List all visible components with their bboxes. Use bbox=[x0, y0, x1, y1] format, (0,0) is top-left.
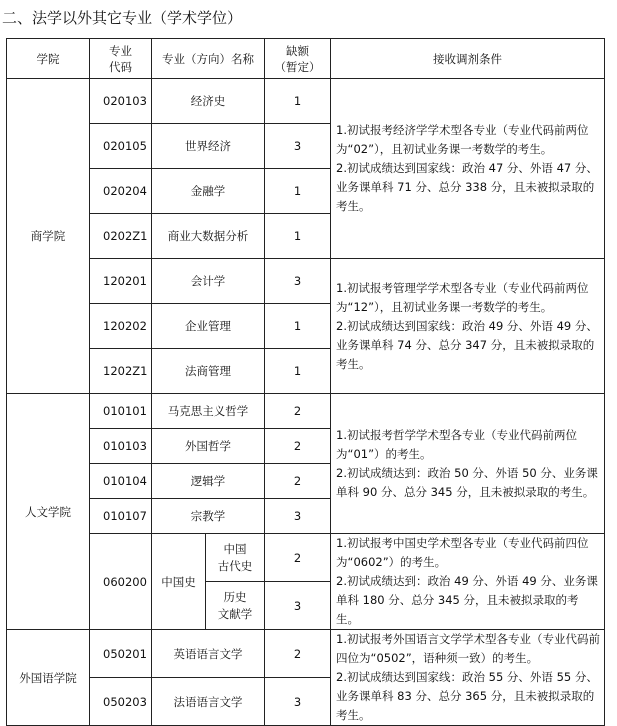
major-cell: 法商管理 bbox=[152, 349, 265, 394]
table-row bbox=[7, 394, 605, 429]
major-cell: 经济史 bbox=[152, 79, 265, 124]
quota-cell: 2 bbox=[265, 630, 331, 678]
major-cell: 中国史 bbox=[152, 534, 206, 630]
code-cell: 120201 bbox=[90, 259, 152, 304]
major-cell: 金融学 bbox=[152, 169, 265, 214]
quota-cell: 1 bbox=[265, 79, 331, 124]
section-heading: 二、法学以外其它专业（学术学位） bbox=[2, 9, 243, 27]
code-cell: 010103 bbox=[90, 429, 152, 464]
major-cell: 宗教学 bbox=[152, 499, 265, 534]
header-conditions: 接收调剂条件 bbox=[331, 39, 605, 79]
major-cell: 世界经济 bbox=[152, 124, 265, 169]
code-cell: 050201 bbox=[90, 630, 152, 678]
code-cell: 010104 bbox=[90, 464, 152, 499]
code-cell: 020204 bbox=[90, 169, 152, 214]
sub-major-cell: 历史 文献学 bbox=[206, 582, 265, 630]
header-row bbox=[7, 39, 605, 79]
code-cell: 120202 bbox=[90, 304, 152, 349]
code-cell: 010107 bbox=[90, 499, 152, 534]
code-cell: 010101 bbox=[90, 394, 152, 429]
quota-cell: 1 bbox=[265, 214, 331, 259]
condition-cell: 1.初试报考中国史学术型各专业（专业代码前四位为“0602”）的考生。 2.初试成绩达到：政治 49 分、外语 49 分、业务课单科 180 分、总分 345 分，且未被拟录取的考生。 bbox=[331, 534, 605, 630]
major-cell: 会计学 bbox=[152, 259, 265, 304]
table-row bbox=[7, 259, 605, 304]
quota-cell: 1 bbox=[265, 349, 331, 394]
header-major: 专业（方向）名称 bbox=[152, 39, 265, 79]
header-college: 学院 bbox=[7, 39, 90, 79]
condition-cell: 1.初试报考外国语言文学学术型各专业（专业代码前四位为“0502”，语种须一致）的考生。 2.初试成绩达到国家线：政治 55 分、外语 55 分、业务课单科 83 分、总分 365 分，且未被拟录取的考生。 bbox=[331, 630, 605, 726]
quota-cell: 3 bbox=[265, 678, 331, 726]
quota-cell: 3 bbox=[265, 259, 331, 304]
header-quota: 缺额 （暂定） bbox=[265, 39, 331, 79]
quota-cell: 2 bbox=[265, 429, 331, 464]
major-cell: 企业管理 bbox=[152, 304, 265, 349]
quota-cell: 2 bbox=[265, 394, 331, 429]
code-cell: 020105 bbox=[90, 124, 152, 169]
college-cell: 人文学院 bbox=[7, 394, 90, 630]
quota-cell: 2 bbox=[265, 464, 331, 499]
quota-cell: 3 bbox=[265, 499, 331, 534]
major-cell: 逻辑学 bbox=[152, 464, 265, 499]
code-cell: 060200 bbox=[90, 534, 152, 630]
code-cell: 020103 bbox=[90, 79, 152, 124]
code-cell: 050203 bbox=[90, 678, 152, 726]
quota-cell: 2 bbox=[265, 534, 331, 582]
condition-cell: 1.初试报考经济学学术型各专业（专业代码前两位为“02”），且初试业务课一考数学的考生。 2.初试成绩达到国家线：政治 47 分、外语 47 分、业务课单科 71 分、总分 338 分，且未被拟录取的考生。 bbox=[331, 79, 605, 259]
quota-cell: 1 bbox=[265, 304, 331, 349]
header-code: 专业 代码 bbox=[90, 39, 152, 79]
major-cell: 英语语言文学 bbox=[152, 630, 265, 678]
table-row bbox=[7, 534, 605, 582]
condition-cell: 1.初试报考哲学学术型各专业（专业代码前两位为“01”）的考生。 2.初试成绩达到：政治 50 分、外语 50 分、业务课单科 90 分、总分 345 分，且未被拟录取的考生。 bbox=[331, 394, 605, 534]
quota-cell: 3 bbox=[265, 124, 331, 169]
table-row bbox=[7, 79, 605, 124]
quota-cell: 3 bbox=[265, 582, 331, 630]
table-row bbox=[7, 630, 605, 678]
college-cell: 外国语学院 bbox=[7, 630, 90, 726]
major-cell: 法语语言文学 bbox=[152, 678, 265, 726]
quota-cell: 1 bbox=[265, 169, 331, 214]
major-cell: 外国哲学 bbox=[152, 429, 265, 464]
major-cell: 商业大数据分析 bbox=[152, 214, 265, 259]
college-cell: 商学院 bbox=[7, 79, 90, 394]
sub-major-cell: 中国 古代史 bbox=[206, 534, 265, 582]
condition-cell: 1.初试报考管理学学术型各专业（专业代码前两位为“12”），且初试业务课一考数学的考生。 2.初试成绩达到国家线：政治 49 分、外语 49 分、业务课单科 74 分、总分 347 分，且未被拟录取的考生。 bbox=[331, 259, 605, 394]
code-cell: 0202Z1 bbox=[90, 214, 152, 259]
code-cell: 1202Z1 bbox=[90, 349, 152, 394]
adjustment-table bbox=[6, 38, 605, 726]
major-cell: 马克思主义哲学 bbox=[152, 394, 265, 429]
